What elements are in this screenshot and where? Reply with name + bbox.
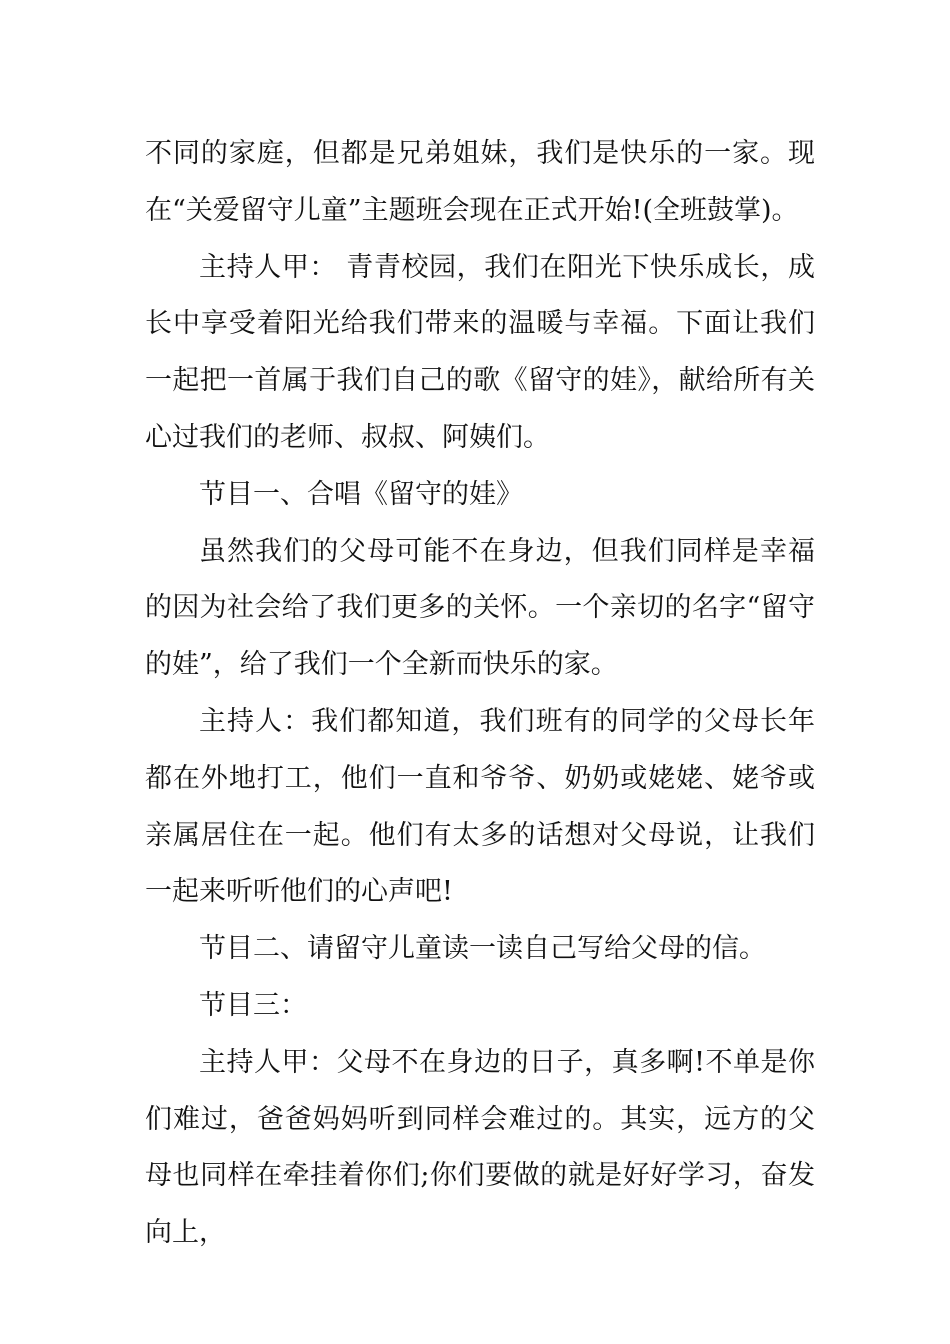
paragraph-continuation: 不同的家庭，但都是兄弟姐妹，我们是快乐的一家。现在“关爱留守儿童”主题班会现在正式开始!(全班鼓掌)。 [145, 138, 815, 226]
paragraph-program-two: 节目二、请留守儿童读一读自己写给父母的信。 [199, 933, 766, 965]
paragraph-host-a-opening: 主持人甲： 青青校园，我们在阳光下快乐成长，成长中享受着阳光给我们带来的温暖与幸福。下面让我们一起把一首属于我们自己的歌《留守的娃》，献给所有关心过我们的老师、叔叔、阿姨们。 [145, 251, 815, 453]
document-body [145, 126, 815, 1262]
paragraph-program-one: 节目一、合唱《留守的娃》 [199, 478, 523, 510]
paragraph-program-three: 节目三： [199, 989, 307, 1021]
paragraph-host-intro: 主持人：我们都知道，我们班有的同学的父母长年都在外地打工，他们一直和爷爷、奶奶或姥姥、姥爷或亲属居住在一起。他们有太多的话想对父母说，让我们一起来听听他们的心声吧! [145, 705, 815, 908]
paragraph-host-a-closing: 主持人甲：父母不在身边的日子，真多啊!不单是你们难过，爸爸妈妈听到同样会难过的。其实，远方的父母也同样在牵挂着你们;你们要做的就是好好学习，奋发向上， [145, 1046, 815, 1249]
paragraph-narration: 虽然我们的父母可能不在身边，但我们同样是幸福的因为社会给了我们更多的关怀。一个亲切的名字“留守的娃”，给了我们一个全新而快乐的家。 [145, 535, 815, 681]
